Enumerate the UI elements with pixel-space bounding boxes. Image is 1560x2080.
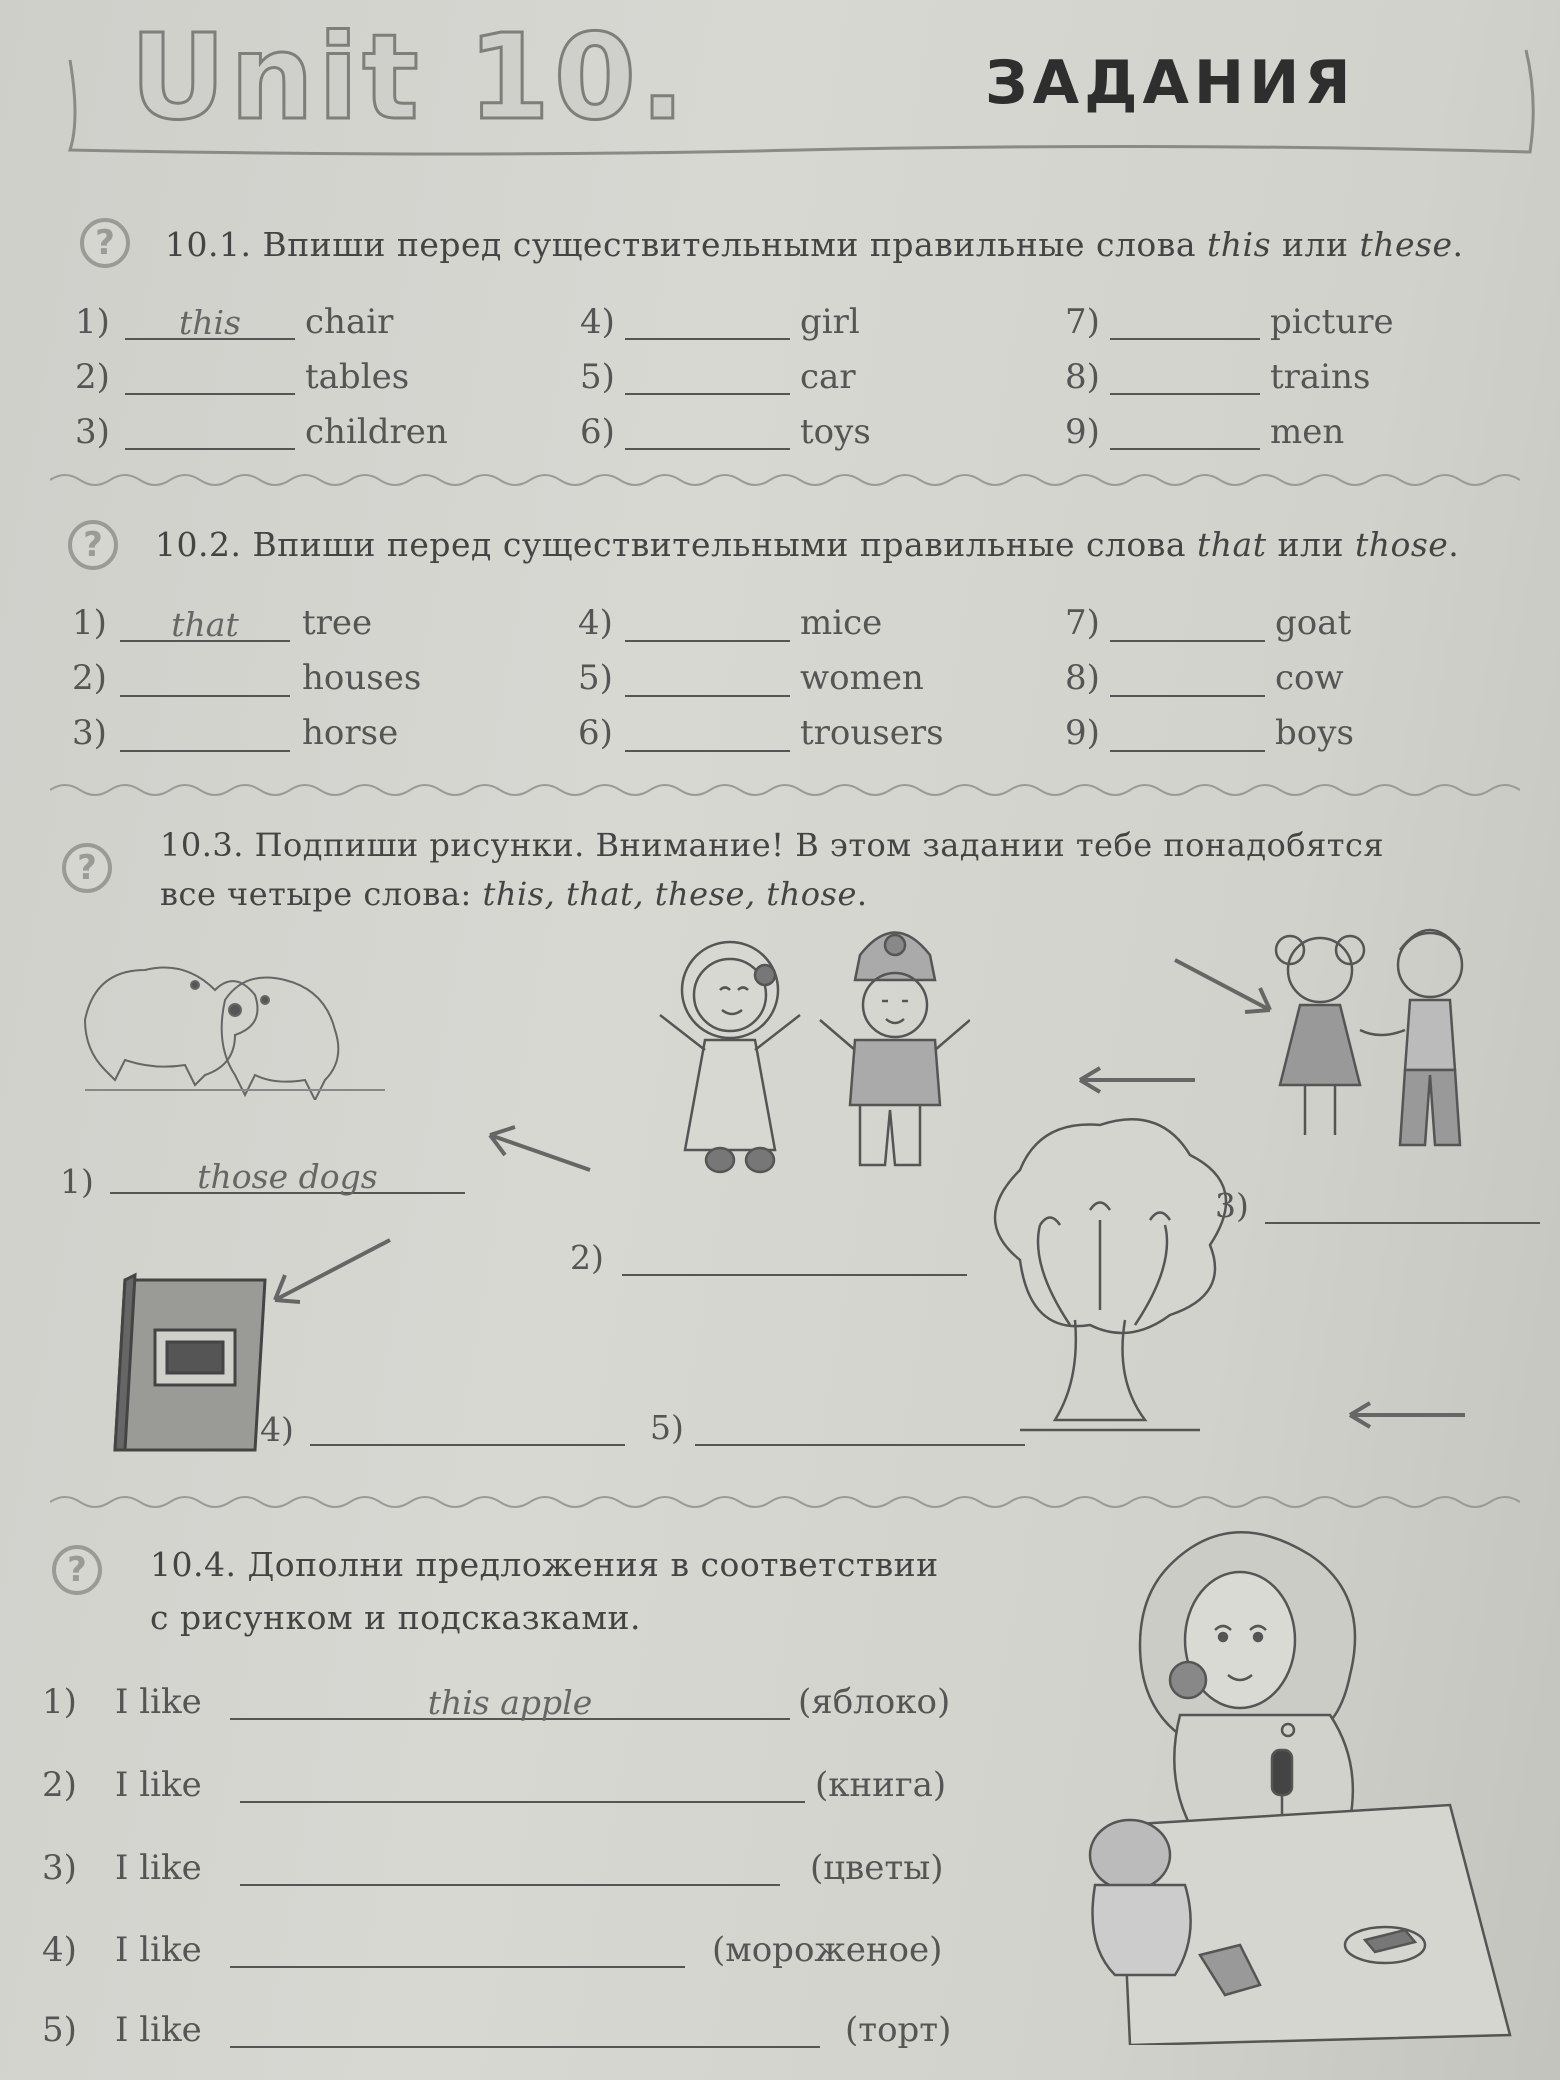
noun-word: girl	[800, 302, 860, 342]
item-number: 5)	[578, 658, 613, 698]
item-number: 1)	[42, 1682, 77, 1722]
answer-blank[interactable]	[1110, 718, 1265, 752]
noun-word: cow	[1275, 658, 1344, 698]
label-number: 3)	[1215, 1186, 1249, 1225]
item-number: 2)	[72, 658, 107, 698]
answer-blank[interactable]	[1110, 416, 1260, 450]
sentence-start: I like	[115, 1765, 202, 1805]
item-number: 8)	[1065, 357, 1100, 397]
label-number: 5)	[650, 1408, 684, 1447]
item-number: 5)	[42, 2010, 77, 2050]
noun-word: horse	[302, 713, 399, 753]
item-number: 3)	[72, 713, 107, 753]
answer-blank[interactable]	[625, 663, 790, 697]
sentence-start: I like	[115, 1930, 202, 1970]
girl-at-table-illustration	[1060, 1525, 1530, 2045]
answer-blank[interactable]	[625, 361, 790, 395]
picture-caption-blank[interactable]	[1265, 1190, 1540, 1224]
sentence-start: I like	[115, 1682, 202, 1722]
item-number: 2)	[42, 1765, 77, 1805]
answer-blank[interactable]: that	[120, 608, 290, 642]
noun-word: children	[305, 412, 448, 452]
hint-text: (цветы)	[810, 1848, 944, 1888]
item-number: 4)	[42, 1930, 77, 1970]
wavy-divider	[50, 470, 1520, 490]
item-number: 6)	[578, 713, 613, 753]
sentence-start: I like	[115, 2010, 202, 2050]
item-number: 7)	[1065, 603, 1100, 643]
task-10-1-heading: 10.1. Впиши перед существительными правильные слова this или these.	[165, 225, 1464, 264]
item-number: 4)	[580, 302, 615, 342]
sentence-blank[interactable]	[230, 2014, 820, 2048]
unit-title: Unit 10.	[130, 8, 689, 146]
item-number: 9)	[1065, 713, 1100, 753]
item-number: 1)	[72, 603, 107, 643]
arrow-icon	[1070, 1060, 1200, 1100]
picture-caption-blank[interactable]	[695, 1412, 1025, 1446]
item-number: 1)	[75, 302, 110, 342]
label-number: 4)	[260, 1410, 294, 1449]
noun-word: mice	[800, 603, 883, 643]
question-icon: ?	[80, 218, 130, 268]
noun-word: goat	[1275, 603, 1352, 643]
item-number: 3)	[42, 1848, 77, 1888]
hint-text: (книга)	[815, 1765, 947, 1805]
arrow-icon	[1340, 1395, 1470, 1435]
question-icon: ?	[68, 520, 118, 570]
question-icon: ?	[52, 1545, 102, 1595]
noun-word: tree	[302, 603, 373, 643]
kids-illustration	[650, 915, 970, 1205]
answer-blank[interactable]	[1110, 361, 1260, 395]
label-number: 2)	[570, 1238, 604, 1277]
answer-blank[interactable]	[1110, 663, 1265, 697]
picture-caption-blank[interactable]	[310, 1412, 625, 1446]
answer-blank[interactable]: this	[125, 306, 295, 340]
answer-blank[interactable]	[1110, 306, 1260, 340]
girls-illustration	[1265, 910, 1515, 1160]
answer-blank[interactable]	[625, 718, 790, 752]
arrow-icon	[260, 1230, 400, 1310]
sentence-blank[interactable]	[240, 1769, 805, 1803]
item-number: 4)	[578, 603, 613, 643]
task-10-3-heading: 10.3. Подпиши рисунки. Внимание! В этом задании тебе понадобятся	[160, 826, 1385, 864]
noun-word: women	[800, 658, 924, 698]
task-10-3-heading-line2: все четыре слова: this, that, these, those.	[160, 875, 868, 913]
hint-text: (мороженое)	[712, 1930, 943, 1970]
item-number: 7)	[1065, 302, 1100, 342]
question-icon: ?	[62, 843, 112, 893]
book-illustration	[95, 1270, 275, 1460]
task-10-2-heading: 10.2. Впиши перед существительными правильные слова that или those.	[155, 525, 1460, 564]
noun-word: trousers	[800, 713, 944, 753]
noun-word: men	[1270, 412, 1345, 452]
arrow-icon	[470, 1120, 600, 1180]
noun-word: car	[800, 357, 856, 397]
tree-illustration	[960, 1110, 1260, 1450]
answer-blank[interactable]	[625, 608, 790, 642]
wavy-divider	[50, 1492, 1520, 1512]
answer-blank[interactable]	[625, 416, 790, 450]
label-number: 1)	[60, 1162, 94, 1201]
noun-word: tables	[305, 357, 410, 397]
task-10-4-heading: 10.4. Дополни предложения в соответствии	[150, 1545, 939, 1584]
answer-blank[interactable]	[625, 306, 790, 340]
sentence-blank[interactable]: this apple	[230, 1686, 790, 1720]
noun-word: houses	[302, 658, 422, 698]
noun-word: picture	[1270, 302, 1394, 342]
answer-blank[interactable]	[120, 718, 290, 752]
task-10-4-heading-line2: с рисунком и подсказками.	[150, 1598, 642, 1637]
noun-word: chair	[305, 302, 394, 342]
answer-blank[interactable]	[125, 361, 295, 395]
hint-text: (яблоко)	[798, 1682, 951, 1722]
hint-text: (торт)	[845, 2010, 952, 2050]
picture-caption-blank[interactable]: those dogs	[110, 1160, 465, 1194]
answer-blank[interactable]	[120, 663, 290, 697]
item-number: 3)	[75, 412, 110, 452]
item-number: 9)	[1065, 412, 1100, 452]
tasks-title: ЗАДАНИЯ	[985, 48, 1356, 118]
arrow-icon	[1170, 950, 1290, 1020]
noun-word: trains	[1270, 357, 1371, 397]
item-number: 5)	[580, 357, 615, 397]
picture-caption-blank[interactable]	[622, 1242, 967, 1276]
item-number: 6)	[580, 412, 615, 452]
dogs-illustration	[65, 930, 405, 1100]
sentence-start: I like	[115, 1848, 202, 1888]
noun-word: boys	[1275, 713, 1354, 753]
answer-blank[interactable]	[1110, 608, 1265, 642]
sentence-blank[interactable]	[230, 1934, 685, 1968]
sentence-blank[interactable]	[240, 1852, 780, 1886]
noun-word: toys	[800, 412, 871, 452]
wavy-divider	[50, 780, 1520, 800]
answer-blank[interactable]	[125, 416, 295, 450]
item-number: 2)	[75, 357, 110, 397]
item-number: 8)	[1065, 658, 1100, 698]
